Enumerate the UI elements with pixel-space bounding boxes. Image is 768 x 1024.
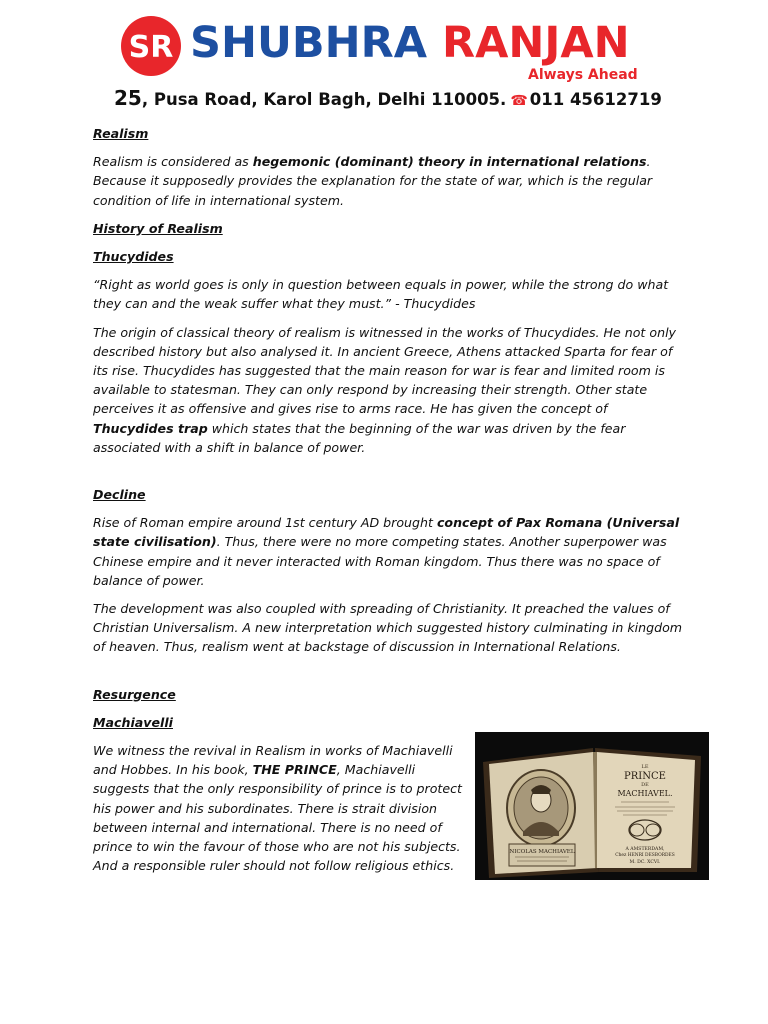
paragraph-thucydides: [93, 323, 683, 457]
bold-run: Thucydides trap: [93, 420, 208, 436]
text-run: which states that the beginning of the war was driven by the fear associated with a shift in balance of power.: [93, 420, 626, 455]
tagline: Always Ahead: [528, 67, 638, 83]
heading-realism: Realism: [93, 126, 149, 141]
brand-second: RANJAN: [442, 18, 630, 68]
bold-run: THE PRINCE: [252, 762, 337, 778]
bold-run: concept of Pax Romana (Universal state civilisation): [93, 515, 680, 550]
text-run: Rise of Roman empire around 1st century AD brought: [93, 515, 437, 531]
imprint-text: A AMSTERDAM,: [625, 847, 665, 852]
the-prince-book-image: [475, 732, 709, 880]
address-line: [114, 86, 662, 110]
title-line-le: LE: [641, 764, 649, 770]
publisher-text: Chez HENRI DESBORDES: [615, 853, 675, 858]
spacer: [93, 466, 683, 485]
portrait-caption: NICOLAS MACHIAVEL: [509, 849, 575, 855]
logo-text: SR: [128, 30, 174, 65]
title-line-machiavel: MACHIAVEL.: [617, 789, 673, 798]
paragraph-decline-1: [93, 513, 683, 590]
title-line-de: DE: [641, 782, 649, 788]
bold-run: hegemonic (dominant) theory in international relations: [252, 154, 647, 170]
brand-name: [190, 14, 630, 72]
spacer: [93, 666, 683, 685]
heading-resurgence: Resurgence: [93, 686, 176, 702]
thucydides-quote: “Right as world goes is only in question between equals in power, while the strong do what they can and the weak suffer what they must.” - Thucydides: [93, 277, 669, 312]
heading-decline: Decline: [93, 487, 146, 503]
year-text: M. DC. XCVI.: [629, 860, 661, 865]
address-number: 25: [114, 86, 142, 110]
address-text: , Pusa Road, Karol Bagh, Delhi 110005.: [141, 90, 507, 109]
paragraph-decline-2: The development was also coupled with spreading of Christianity. It preached the values of Christian Universalism. A new interpretation which suggested history culminating in kingdom of heaven. Thus, realism went at backstage of discussion in International Relations.: [93, 601, 683, 655]
text-run: Realism is considered as: [93, 154, 253, 170]
title-line-prince: PRINCE: [624, 771, 666, 782]
phone-number: 011 45612719: [529, 90, 662, 109]
book-illustration: [475, 732, 709, 880]
heading-history-of-realism: History of Realism: [93, 220, 223, 236]
paragraph-realism: [93, 152, 683, 210]
heading-thucydides: Thucydides: [93, 249, 174, 265]
phone-icon: ☎: [510, 93, 528, 109]
paragraph-machiavelli: [93, 741, 465, 875]
text-run: . Because it supposedly provides the explanation for the state of war, which is the regular condition of life in international system.: [93, 154, 653, 208]
brand-first: SHUBHRA: [190, 18, 428, 68]
text-run: We witness the revival in Realism in works of Machiavelli and Hobbes. In his book,: [93, 743, 453, 778]
sr-logo-icon: [120, 15, 182, 77]
heading-machiavelli: Machiavelli: [93, 714, 173, 730]
text-run: The origin of classical theory of realism is witnessed in the works of Thucydides. He not only described history but also analysed it. In ancient Greece, Athens attacked Sparta for fear of its rise. Thucydides has suggested that the main reason for war is fear and limited room is available to statesman. They can only respond by increasing their strength. Other state perceives it as offensive and gives rise to arms race. He has given the concept of: [93, 324, 677, 417]
text-run: , Machiavelli suggests that the only responsibility of prince is to protect his power and his subordinates. There is strait division between internal and international. There is no need of prince to win the favour of those who are not his subjects. And a responsible ruler should not follow religious ethics.: [93, 762, 462, 874]
letterhead: [0, 0, 768, 112]
text-run: . Thus, there were no more competing states. Another superpower was Chinese empire and it never interacted with Roman kingdom. Thus there was no space of balance of power.: [93, 534, 667, 588]
